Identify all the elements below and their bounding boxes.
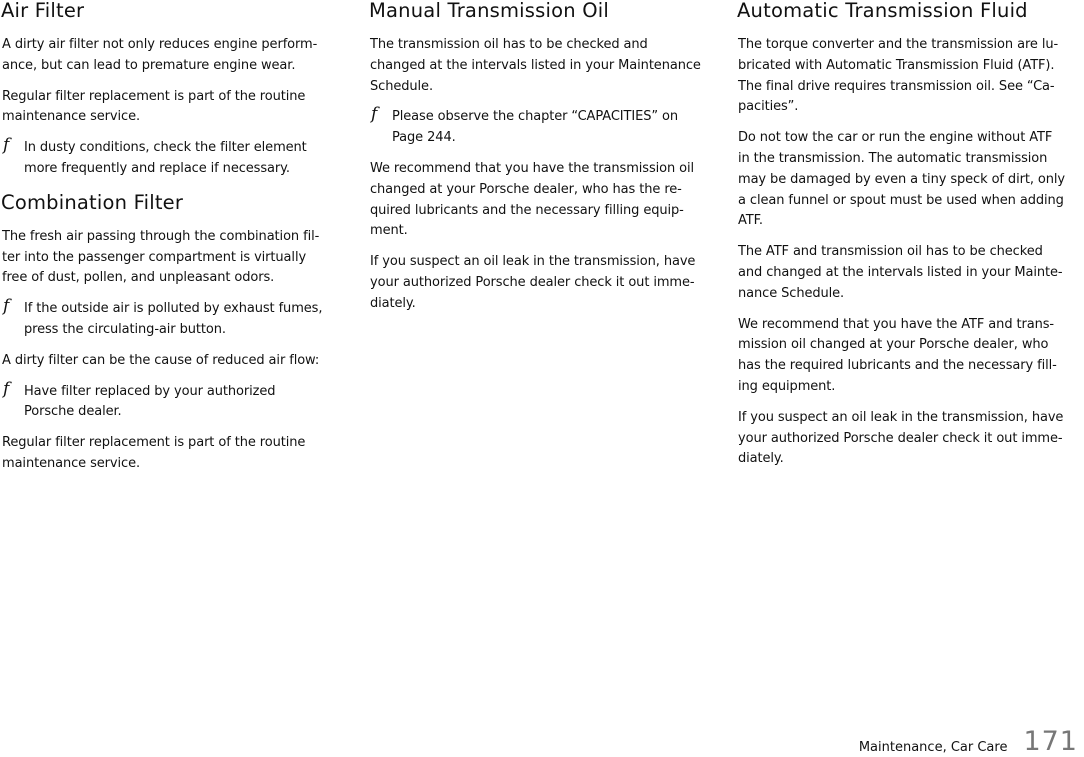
paragraph: Regular filter replacement is part of the routine maintenance service. (2, 435, 306, 471)
paragraph: The transmission oil has to be checked and changed at the intervals listed in your Maintenance Schedule. (370, 37, 701, 94)
paragraph: Do not tow the car or run the engine without ATF in the transmission. The automatic transmission may be damaged by even a tiny speck of dirt, only a clean funnel or spout must be used when adding ATF. (738, 130, 1065, 229)
bullet-text: If the outside air is polluted by exhaust fumes, press the circulating-air button. (24, 301, 323, 337)
bullet-text: Have filter replaced by your authorized Porsche dealer. (24, 383, 276, 420)
paragraph: A dirty filter can be the cause of reduced air flow: (2, 352, 320, 368)
bullet-marker-icon: f (3, 135, 10, 156)
heading-automatic-transmission-fluid: Automatic Transmission Fluid (737, 0, 1028, 22)
page-footer (859, 726, 1078, 756)
footer-section-title: Maintenance, Car Care (858, 740, 1008, 755)
bullet-item (2, 135, 344, 180)
bullet-text: Please observe the chapter “CAPACITIES” on Page 244. (392, 109, 679, 146)
bullet-text: In dusty conditions, check the filter element more frequently and replace if necessary. (24, 140, 307, 176)
paragraph: If you suspect an oil leak in the transmission, have your authorized Porsche dealer check it out imme- diately. (738, 409, 1064, 467)
heading-manual-transmission-oil: Manual Transmission Oil (369, 0, 610, 22)
bullet-item (2, 296, 344, 341)
column-left (2, 0, 344, 485)
paragraph: The ATF and transmission oil has to be checked and changed at the intervals listed in your Mainte- nance Schedule. (738, 244, 1063, 301)
paragraph: If you suspect an oil leak in the transmission, have your authorized Porsche dealer check it out imme- diately. (370, 254, 696, 311)
bullet-item (2, 378, 344, 424)
bullet-marker-icon: f (3, 378, 10, 399)
heading-combination-filter: Combination Filter (1, 190, 184, 214)
paragraph: We recommend that you have the transmission oil changed at your Porsche dealer, who has the re- quired lubricants and the necessary filling equip- ment. (370, 160, 695, 239)
paragraph: We recommend that you have the ATF and trans- mission oil changed at your Porsche dealer, who has the required lubricants and the necessary fill- ing equipment. (738, 316, 1057, 394)
column-middle (370, 0, 714, 325)
heading-air-filter: Air Filter (1, 0, 85, 22)
column-right (738, 0, 1082, 480)
paragraph: The torque converter and the transmission are lu- bricated with Automatic Transmission Fluid (ATF). The final drive requires transmission oil. See “Ca- pacities”. (738, 37, 1059, 115)
page-number: 171 (1023, 726, 1078, 757)
bullet-marker-icon: f (371, 104, 378, 125)
paragraph: A dirty air filter not only reduces engine perform- ance, but can lead to premature engine wear. (2, 37, 318, 73)
paragraph: Regular filter replacement is part of the routine maintenance service. (2, 88, 306, 125)
bullet-item (370, 104, 714, 149)
paragraph: The fresh air passing through the combination fil- ter into the passenger compartment is virtually free of dust, pollen, and unpleasant odors. (2, 228, 320, 286)
bullet-marker-icon: f (3, 296, 10, 317)
